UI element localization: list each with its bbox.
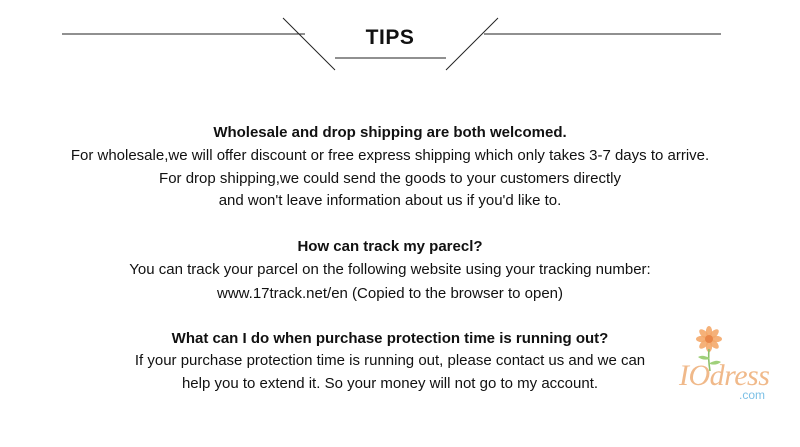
- section-text-line: and won't leave information about us if you'd like to.: [218, 192, 562, 209]
- logo-brand-text: IOdress: [679, 359, 770, 392]
- section-heading-wholesale: Wholesale and drop shipping are both welcomed.: [213, 124, 567, 141]
- section-text-line: help you to extend it. So your money will not go to my account.: [181, 375, 599, 392]
- tracking-url-text: www.17track.net/en (Copied to the browser to open): [216, 285, 564, 302]
- section-heading-protection: What can I do when purchase protection time is running out?: [171, 330, 609, 347]
- iodress-logo: [675, 325, 785, 410]
- section-text-line: For wholesale,we will offer discount or free express shipping which only takes 3-7 days to arrive.: [70, 147, 710, 164]
- section-text-line: For drop shipping,we could send the goods to your customers directly: [159, 170, 621, 187]
- logo-domain-text: .com: [739, 388, 766, 402]
- page-title: TIPS: [365, 26, 415, 49]
- section-text-line: If your purchase protection time is running out, please contact us and we can: [134, 352, 646, 369]
- section-heading-tracking: How can track my parecl?: [297, 238, 483, 255]
- section-text-line: You can track your parcel on the following website using your tracking number:: [129, 261, 651, 278]
